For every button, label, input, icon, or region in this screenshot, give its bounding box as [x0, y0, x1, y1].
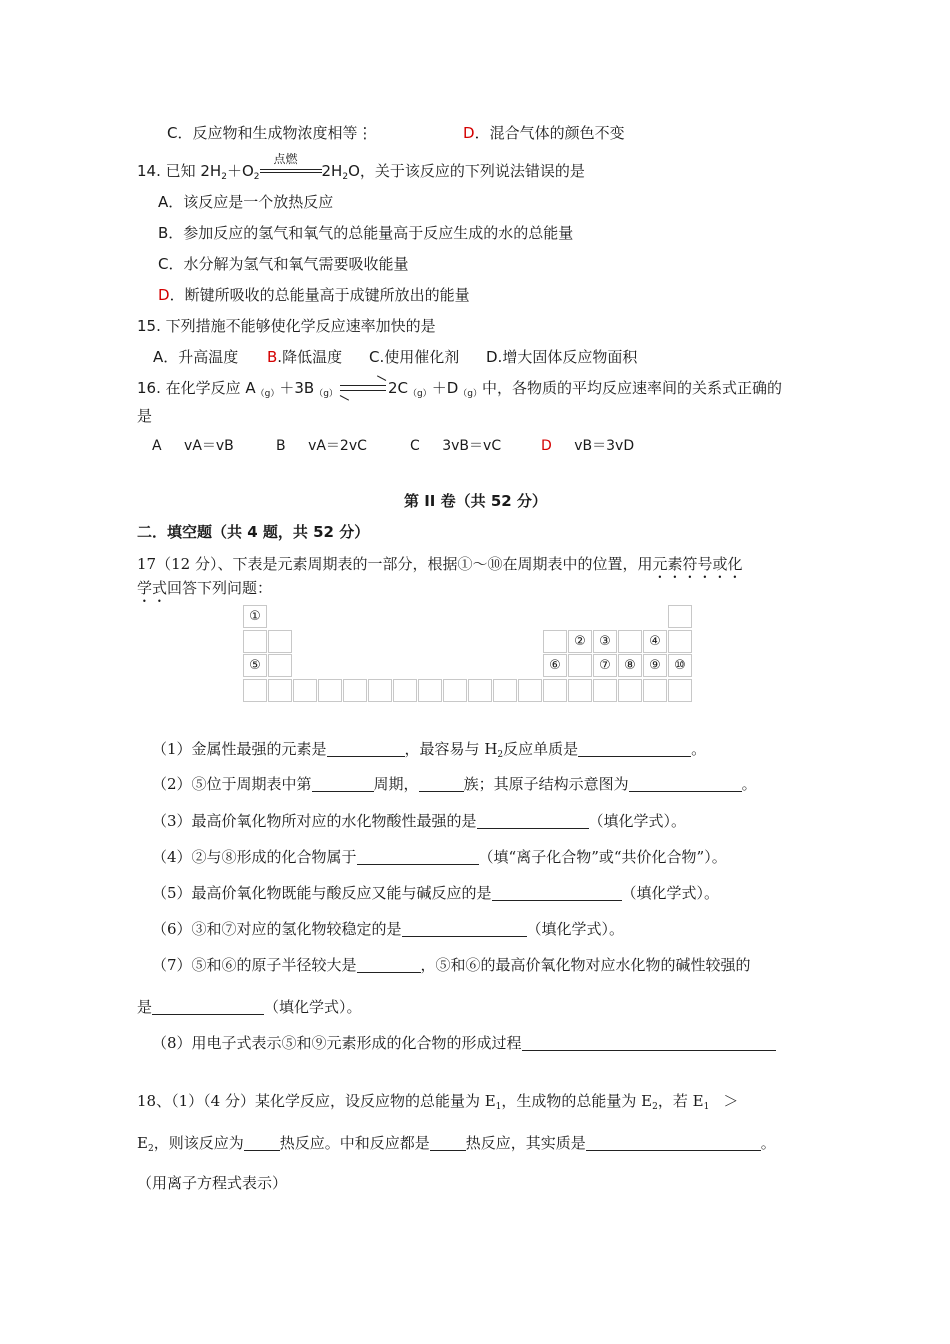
answer-blank[interactable]: [419, 775, 464, 792]
q17-s6b: （填化学式）。: [526, 920, 625, 938]
q14-option-c: C．水分解为氢气和氧气需要吸收能量: [158, 255, 409, 273]
q18-note: （用离子方程式表示）: [137, 1174, 288, 1192]
answer-blank[interactable]: [477, 812, 589, 829]
answer-blank[interactable]: [402, 920, 527, 937]
q18-stem-cont: [137, 1132, 776, 1160]
q17-s1b: ，最容易与 H: [404, 740, 498, 758]
answer-blank[interactable]: [629, 775, 742, 792]
answer-blank[interactable]: [327, 740, 405, 757]
q17-stem-b: 回答下列问题：: [167, 579, 273, 597]
reaction-condition-arrow: [260, 152, 322, 182]
table-cell-marked: ⑦: [593, 654, 617, 677]
q16-stem-b: 中，各物质的平均反应速率间的关系式正确的: [481, 379, 782, 397]
table-cell: [443, 679, 467, 702]
table-cell: [418, 679, 442, 702]
table-cell: [368, 679, 392, 702]
q15-option-b: [267, 346, 342, 368]
table-cell: [268, 654, 292, 677]
q18-h: 热反应，其实质是: [465, 1134, 586, 1152]
q18-i: 。: [760, 1134, 776, 1152]
q17-s2a: （2）⑤位于周期表中第: [152, 775, 312, 793]
table-cell: [568, 654, 592, 677]
answer-blank[interactable]: [492, 884, 622, 901]
answer-blank[interactable]: [586, 1134, 761, 1151]
q15-option-b-letter: B: [267, 348, 278, 366]
answer-blank[interactable]: [430, 1134, 466, 1151]
q17-sub7: [152, 954, 751, 976]
answer-blank[interactable]: [357, 956, 421, 973]
answer-blank[interactable]: [522, 1034, 776, 1051]
q16-state: （g）: [458, 389, 482, 399]
table-cell-marked: ⑤: [243, 654, 267, 677]
q17-s1d: 。: [691, 740, 707, 758]
q16-option-a-letter: A: [152, 438, 162, 454]
q17-s3a: （3）最高价氧化物所对应的水化物酸性最强的是: [152, 812, 477, 830]
q17-sub6: [152, 918, 624, 940]
answer-blank[interactable]: [312, 775, 374, 792]
table-cell: [393, 679, 417, 702]
table-cell: [468, 679, 492, 702]
q13-option-c-mark: ⋮: [357, 124, 373, 142]
q17-s2d: 。: [741, 775, 757, 793]
answer-blank[interactable]: [152, 998, 264, 1015]
q17-sub5: [152, 882, 719, 904]
q18-g: 热反应。中和反应都是: [279, 1134, 430, 1152]
table-cell: [668, 605, 692, 628]
q16-product-c: 2C: [387, 379, 408, 397]
q16-option-d: vB＝3vD: [574, 438, 635, 454]
answer-blank[interactable]: [244, 1134, 280, 1151]
q17-s7a: （7）⑤和⑥的原子半径较大是: [152, 956, 357, 974]
q17-s1-sub: 2: [497, 750, 504, 760]
section2-title: 二．填空题（共 4 题，共 52 分）: [137, 523, 370, 541]
q17-s2b: 周期，: [373, 775, 419, 793]
q14-option-d-text: ．断键所吸收的总能量高于成键所放出的能量: [169, 286, 470, 304]
q18-f: ，则该反应为: [153, 1134, 244, 1152]
q14-stem-a: 14. 已知 2H: [137, 162, 222, 180]
q17-s7d: （填化学式）。: [264, 998, 362, 1016]
q14-product: 2H: [321, 162, 343, 180]
q18-e: E: [137, 1134, 148, 1152]
table-cell: [243, 630, 267, 653]
q17-s7b: ，⑤和⑥的最高价氧化物对应水化物的碱性较强的: [420, 956, 751, 974]
q16-option-c-row: [410, 435, 501, 457]
table-cell: [268, 630, 292, 653]
q17-stem-cont: [137, 577, 272, 606]
q16-state: （g）: [314, 389, 338, 399]
q18-stem: [137, 1090, 738, 1118]
q17-sub1: [152, 738, 706, 766]
q17-s5a: （5）最高价氧化物既能与酸反应又能与碱反应的是: [152, 884, 492, 902]
q14-sub: 2: [342, 172, 349, 182]
q15-option-c: C.使用催化剂: [369, 348, 460, 366]
q17-stem-emph1: 元素符号或化: [652, 555, 743, 573]
answer-blank[interactable]: [578, 740, 691, 757]
q16-stem-cont: 是: [137, 407, 153, 425]
q17-s6a: （6）③和⑦对应的氢化物较稳定的是: [152, 920, 402, 938]
table-cell: [243, 679, 267, 702]
q17-stem-a: 17（12 分）、下表是元素周期表的一部分，根据①～⑩在周期表中的位置，用: [137, 555, 653, 573]
q16-plus-3b: ＋3B: [279, 379, 315, 397]
q14-plus-o: ＋O: [226, 162, 254, 180]
q17-sub7-cont: [137, 996, 362, 1018]
q17-s3b: （填化学式）。: [588, 812, 687, 830]
q18-c: ，若 E: [657, 1092, 704, 1110]
q13-option-d-text: ．混合气体的颜色不变: [474, 124, 625, 142]
q18-a: 18、（1）（4 分）某化学反应，设反应物的总能量为 E: [137, 1092, 496, 1110]
table-cell-marked: ①: [243, 605, 267, 628]
q16-option-c-letter: C: [410, 438, 420, 454]
part2-title: 第 II 卷（共 52 分）: [404, 492, 547, 510]
table-cell-marked: ③: [593, 630, 617, 653]
table-cell-marked: ⑧: [618, 654, 642, 677]
table-cell: [568, 679, 592, 702]
q17-s1a: （1）金属性最强的元素是: [152, 740, 327, 758]
table-cell: [543, 630, 567, 653]
q15-stem: 15. 下列措施不能够使化学反应速率加快的是: [137, 317, 436, 335]
q18-sub2b: 2: [147, 1144, 154, 1154]
table-cell: [343, 679, 367, 702]
q16-state: （g）: [255, 389, 280, 399]
q16-option-b-row: [276, 435, 367, 457]
table-cell-marked: ②: [568, 630, 592, 653]
q13-option-c: [167, 122, 372, 144]
table-cell: [643, 679, 667, 702]
q17-s8a: （8）用电子式表示⑤和⑨元素形成的化合物的形成过程: [152, 1034, 522, 1052]
table-cell-marked: ⑥: [543, 654, 567, 677]
q17-sub3: [152, 810, 686, 832]
table-cell: [668, 630, 692, 653]
table-cell: [493, 679, 517, 702]
table-cell: [618, 679, 642, 702]
q15-option-a: A．升高温度: [153, 348, 239, 366]
q14-option-a: A．该反应是一个放热反应: [158, 193, 334, 211]
q16-stem: [137, 377, 782, 405]
table-cell: [593, 679, 617, 702]
q18-sub1: 1: [495, 1102, 502, 1112]
q16-state: （g）: [407, 389, 432, 399]
table-cell-marked: ⑨: [643, 654, 667, 677]
q17-s4b: （填“离子化合物”或“共价化合物”）。: [478, 848, 727, 866]
q15-option-d: D.增大固体反应物面积: [486, 348, 638, 366]
q14-option-d: [158, 284, 470, 306]
q17-s7c: 是: [137, 998, 153, 1016]
equilibrium-arrow-icon: [338, 377, 388, 399]
table-cell: [268, 679, 292, 702]
q14-stem-b: O，关于该反应的下列说法错误的是: [348, 162, 585, 180]
q14-sub: 2: [221, 172, 227, 182]
q16-options: [152, 435, 234, 457]
q16-option-a: vA＝vB: [184, 438, 234, 454]
q14-option-b: B．参加反应的氢气和氧气的总能量高于反应生成的水的总能量: [158, 224, 574, 242]
answer-blank[interactable]: [357, 848, 479, 865]
q15-option-b-text: .降低温度: [277, 348, 343, 366]
q16-option-d-letter: D: [541, 438, 552, 454]
q17-sub4: [152, 846, 727, 868]
q17-sub8: [152, 1032, 776, 1054]
q14-sub: 2: [253, 172, 260, 182]
table-cell: [293, 679, 317, 702]
q18-d: ＞: [723, 1092, 739, 1110]
table-cell: [543, 679, 567, 702]
q16-option-d-row: [541, 435, 634, 457]
q18-sub1b: 1: [703, 1102, 710, 1112]
q16-plus-d: ＋D: [431, 379, 459, 397]
table-cell: [618, 630, 642, 653]
table-cell: [668, 679, 692, 702]
q16-stem-a: 16. 在化学反应 A: [137, 379, 256, 397]
q17-s1c: 反应单质是: [503, 740, 579, 758]
q18-b: ，生成物的总能量为 E: [501, 1092, 653, 1110]
q18-sub2: 2: [652, 1102, 658, 1112]
q16-option-c: 3vB＝vC: [442, 438, 502, 454]
q17-stem-emph2: 学式: [137, 579, 168, 597]
table-cell: [518, 679, 542, 702]
q13-option-d-letter: D: [463, 124, 475, 142]
q17-s4a: （4）②与⑧形成的化合物属于: [152, 848, 357, 866]
q16-option-b: vA＝2vC: [308, 438, 367, 454]
table-cell-marked: ⑩: [668, 654, 692, 677]
q17-s2c: 族；其原子结构示意图为: [463, 775, 629, 793]
q13-option-d: [463, 122, 625, 144]
q13-option-c-text: C．反应物和生成物浓度相等: [167, 124, 358, 142]
table-cell-marked: ④: [643, 630, 667, 653]
q16-option-b-letter: B: [276, 438, 286, 454]
q14-option-d-letter: D: [158, 286, 170, 304]
reaction-condition-label: 点燃: [273, 152, 298, 166]
table-cell: [318, 679, 342, 702]
q17-s5b: （填化学式）。: [621, 884, 720, 902]
q17-sub2: [152, 773, 757, 795]
q14-stem: [137, 152, 585, 188]
